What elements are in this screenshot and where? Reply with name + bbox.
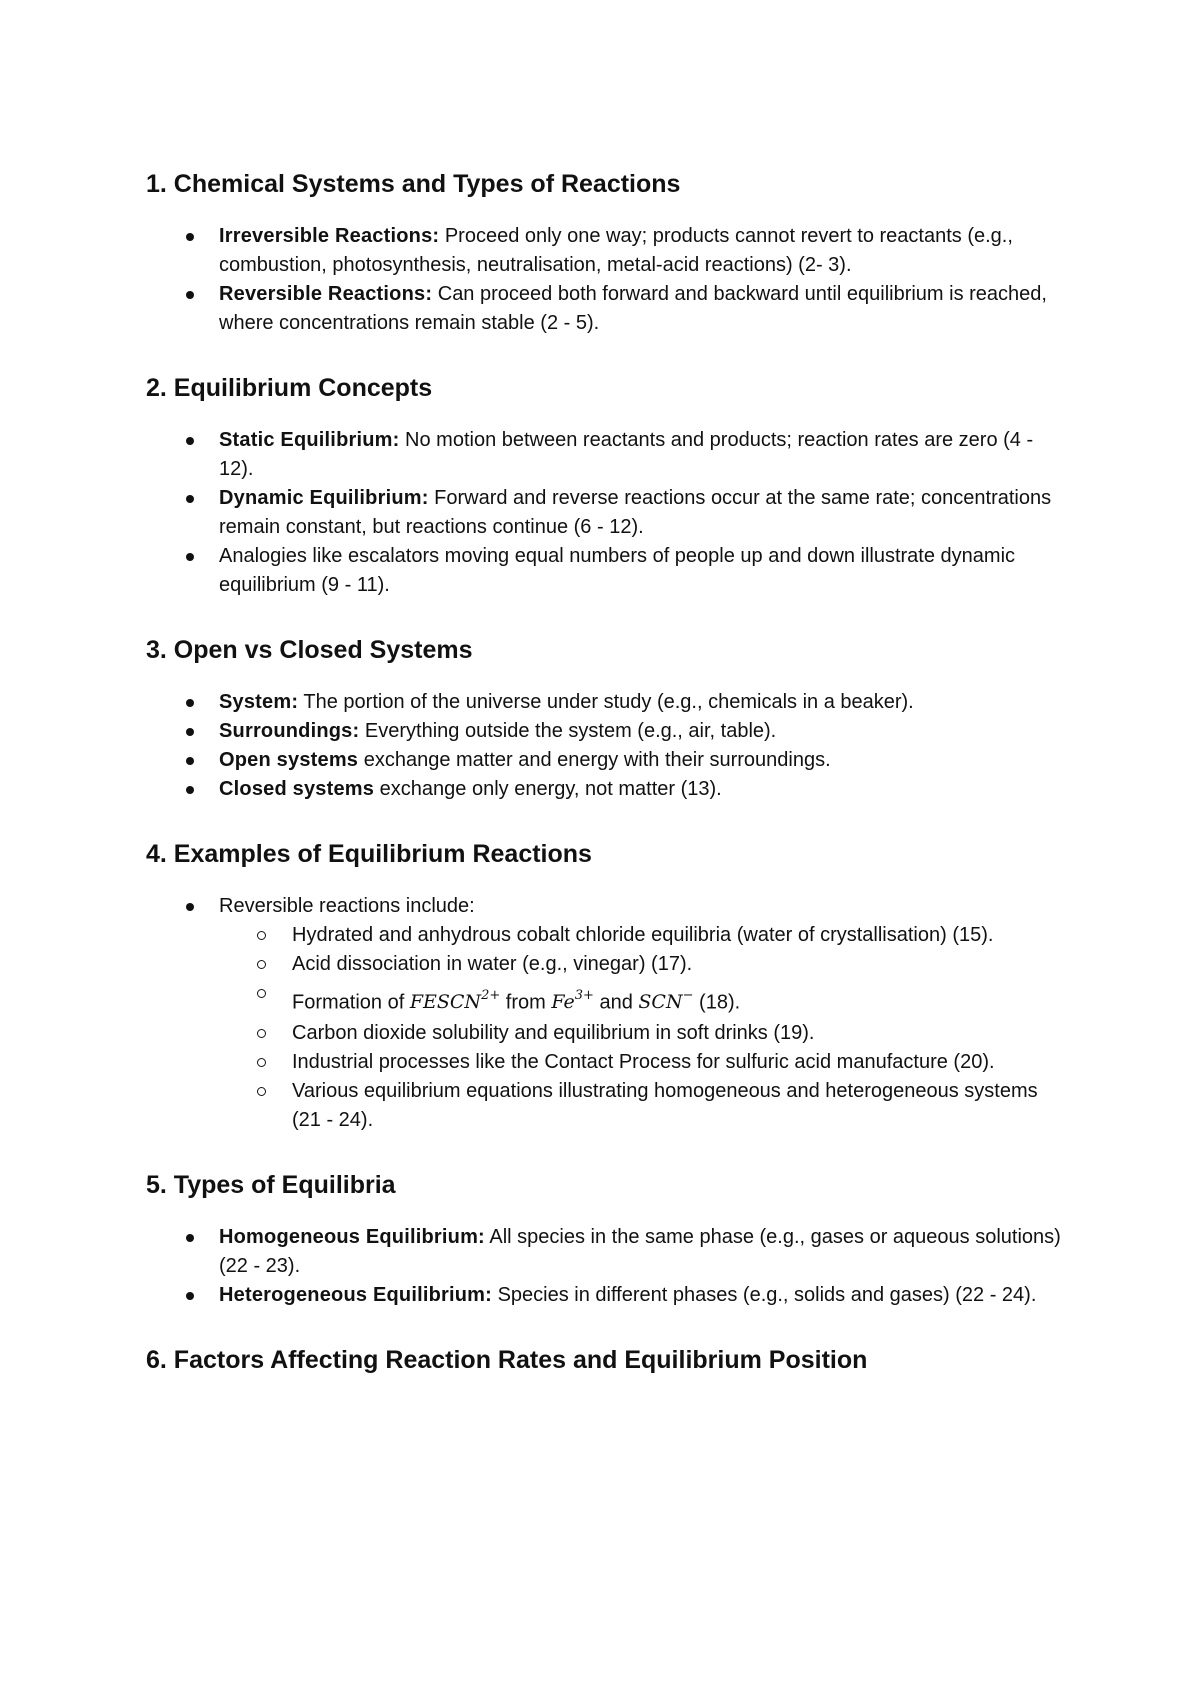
term-label: System: (219, 691, 299, 713)
formula-species: FESCN (409, 991, 482, 1014)
item-text: All species in the same phase (e.g., gases or aqueous solutions) (22 - 23). (219, 1226, 1061, 1278)
bullet-list-types-of-equilibria (146, 1223, 1066, 1310)
term-label: Reversible Reactions: (219, 283, 433, 305)
formula-scn (638, 988, 694, 1014)
item-text: exchange matter and energy with their surroundings. (358, 749, 831, 771)
term-label: Static Equilibrium: (219, 429, 400, 451)
list-item-dynamic-equilibrium (146, 484, 1066, 542)
sub-list-item-carbon-dioxide: Carbon dioxide solubility and equilibrium in soft drinks (19). (219, 1019, 1066, 1048)
item-text: exchange only energy, not matter (13). (374, 778, 722, 800)
item-text: Forward and reverse reactions occur at the same rate; concentrations remain constant, but reactions continue (6 - 12). (219, 487, 1052, 538)
formula-charge: 2+ (481, 988, 501, 1003)
term-label: Irreversible Reactions: (219, 225, 440, 247)
formula-charge: − (682, 988, 694, 1003)
document-body (146, 168, 1066, 1398)
item-text: (18). (693, 991, 741, 1014)
sub-list-item-equilibrium-equations: Various equilibrium equations illustrating homogeneous and heterogeneous systems (21 - 24). (219, 1077, 1066, 1135)
sub-list-item-cobalt-chloride: Hydrated and anhydrous cobalt chloride equilibria (water of crystallisation) (15). (219, 921, 1066, 950)
list-item-closed-systems (146, 775, 1066, 804)
formula-species: SCN (638, 991, 683, 1014)
term-label: Surroundings: (219, 720, 360, 742)
formula-fescn (409, 988, 501, 1014)
item-text: Reversible reactions include: (219, 895, 475, 917)
item-text: Proceed only one way; products cannot revert to reactants (e.g., combustion, photosynthesis, neutralisation, metal-acid reactions) (2- 3). (219, 225, 1013, 276)
list-item-surroundings (146, 717, 1066, 746)
bullet-list-equilibrium-concepts (146, 426, 1066, 600)
bullet-list-systems (146, 688, 1066, 804)
sub-list-item-contact-process: Industrial processes like the Contact Process for sulfuric acid manufacture (20). (219, 1048, 1066, 1077)
list-item-heterogeneous-equilibrium (146, 1281, 1066, 1310)
term-label: Open systems (219, 749, 359, 771)
item-text: and (593, 991, 639, 1014)
list-item-irreversible-reactions (146, 222, 1066, 280)
list-item-escalator-analogy (146, 542, 1066, 600)
term-label: Closed systems (219, 778, 375, 800)
item-text: No motion between reactants and products; reaction rates are zero (4 - 12). (219, 429, 1034, 480)
section-heading-types-of-equilibria: 5. Types of Equilibria (146, 1171, 396, 1200)
item-text: Analogies like escalators moving equal numbers of people up and down illustrate dynamic equilibrium (9 - 11). (219, 545, 1016, 596)
section-heading-chemical-systems: 1. Chemical Systems and Types of Reactions (146, 170, 681, 198)
item-text: Formation of (292, 991, 410, 1014)
list-item-open-systems (146, 746, 1066, 775)
list-item-system (146, 688, 1066, 717)
list-item-homogeneous-equilibrium (146, 1223, 1066, 1281)
list-item-reversible-reactions-include (146, 892, 1066, 1135)
item-text: Can proceed both forward and backward until equilibrium is reached, where concentrations remain stable (2 - 5). (219, 283, 1047, 334)
list-item-reversible-reactions (146, 280, 1066, 338)
formula-species: Fe (551, 991, 575, 1014)
item-text: The portion of the universe under study (e.g., chemicals in a beaker). (298, 691, 914, 713)
item-text: Everything outside the system (e.g., air, table). (359, 720, 777, 742)
section-heading-factors-affecting-rates: 6. Factors Affecting Reaction Rates and Equilibrium Position (146, 1346, 868, 1375)
term-label: Heterogeneous Equilibrium: (219, 1284, 493, 1307)
sub-bullet-list-examples (219, 921, 1066, 1135)
section-heading-open-closed-systems: 3. Open vs Closed Systems (146, 636, 473, 664)
list-item-static-equilibrium (146, 426, 1066, 484)
term-label: Homogeneous Equilibrium: (219, 1226, 485, 1249)
sub-list-item-fescn-formation (219, 979, 1066, 1019)
item-text: Species in different phases (e.g., solids and gases) (22 - 24). (492, 1284, 1037, 1307)
sub-list-item-acid-dissociation: Acid dissociation in water (e.g., vinegar) (17). (219, 950, 1066, 979)
bullet-list-equilibrium-examples (146, 892, 1066, 1135)
bullet-list-reaction-types (146, 222, 1066, 338)
term-label: Dynamic Equilibrium: (219, 487, 429, 509)
item-text: from (500, 991, 552, 1014)
formula-charge: 3+ (574, 988, 594, 1003)
section-heading-equilibrium-examples: 4. Examples of Equilibrium Reactions (146, 840, 592, 868)
section-heading-equilibrium-concepts: 2. Equilibrium Concepts (146, 374, 433, 402)
formula-fe (551, 988, 594, 1014)
